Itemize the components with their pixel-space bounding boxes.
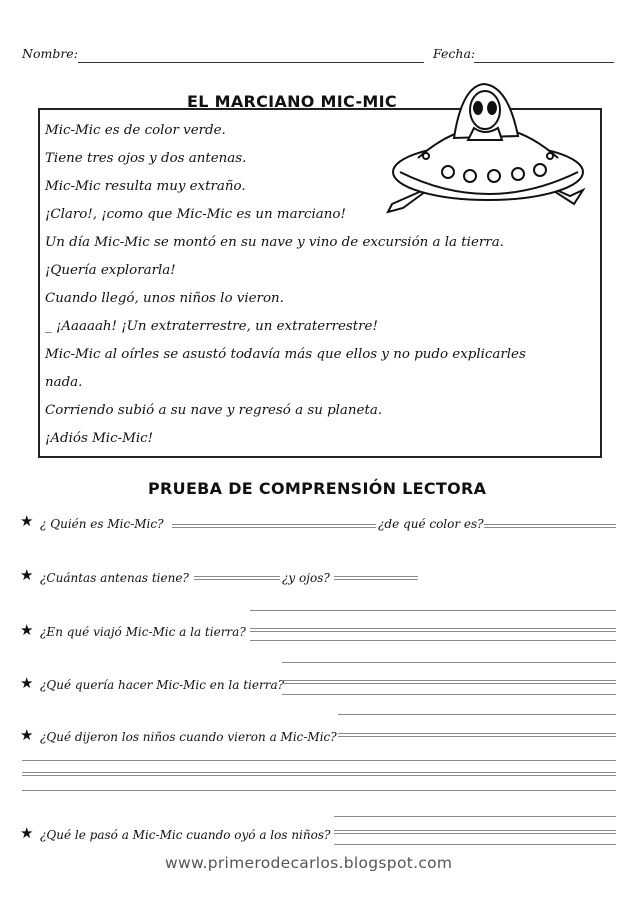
footer-url[interactable]: www.primerodecarlos.blogspot.com (165, 854, 453, 872)
name-label: Nombre: (22, 46, 78, 61)
name-field[interactable] (78, 62, 424, 63)
answer-line[interactable] (338, 714, 616, 715)
question-6: ¿Qué le pasó a Mic-Mic cuando oyó a los niños? (40, 828, 331, 842)
story-line: Mic-Mic resulta muy extraño. (45, 179, 246, 194)
star-icon: ★ (20, 674, 34, 692)
answer-line-3[interactable] (250, 628, 616, 632)
date-field[interactable] (474, 62, 614, 63)
answer-line[interactable] (250, 610, 616, 611)
answer-line-2a[interactable] (194, 576, 280, 580)
question-1a: ¿ Quién es Mic-Mic? (40, 517, 164, 531)
answer-line[interactable] (22, 790, 616, 791)
answer-line[interactable] (22, 760, 616, 761)
story-line: ¡Adiós Mic-Mic! (45, 431, 153, 446)
story-line: Corriendo subió a su nave y regresó a su planeta. (45, 403, 383, 418)
story-line: ¡Quería explorarla! (45, 263, 176, 278)
answer-line-1b[interactable] (484, 524, 616, 528)
ufo-illustration (378, 76, 600, 226)
question-5: ¿Qué dijeron los niños cuando vieron a Mic-Mic? (40, 730, 337, 744)
question-2b: ¿y ojos? (282, 571, 330, 585)
star-icon: ★ (20, 621, 34, 639)
answer-line-5[interactable] (338, 733, 616, 737)
story-line: Mic-Mic es de color verde. (45, 123, 226, 138)
question-3: ¿En qué viajó Mic-Mic a la tierra? (40, 625, 246, 639)
story-line: Tiene tres ojos y dos antenas. (45, 151, 247, 166)
story-line: nada. (45, 375, 83, 390)
story-title: EL MARCIANO MIC-MIC (187, 92, 397, 111)
answer-line-2b[interactable] (334, 576, 418, 580)
answer-line-1a[interactable] (172, 524, 376, 528)
story-line: Cuando llegó, unos niños lo vieron. (45, 291, 284, 306)
question-2a: ¿Cuántas antenas tiene? (40, 571, 189, 585)
answer-line-6[interactable] (334, 830, 616, 834)
story-line: Un día Mic-Mic se montó en su nave y vino de excursión a la tierra. (45, 235, 504, 250)
answer-line[interactable] (22, 772, 616, 776)
date-label: Fecha: (433, 46, 476, 61)
answer-line[interactable] (282, 662, 616, 663)
star-icon: ★ (20, 726, 34, 744)
question-4: ¿Qué quería hacer Mic-Mic en la tierra? (40, 678, 285, 692)
answer-line-4[interactable] (282, 680, 616, 684)
answer-line[interactable] (334, 816, 616, 817)
star-icon: ★ (20, 824, 34, 842)
story-line: ¡Claro!, ¡como que Mic-Mic es un marciano! (45, 207, 346, 222)
quiz-title: PRUEBA DE COMPRENSIÓN LECTORA (148, 479, 487, 498)
story-line: _ ¡Aaaaah! ¡Un extraterrestre, un extraterrestre! (45, 319, 378, 334)
answer-line[interactable] (334, 844, 616, 845)
question-1b: ¿de qué color es? (378, 517, 484, 531)
star-icon: ★ (20, 512, 34, 530)
star-icon: ★ (20, 566, 34, 584)
answer-line[interactable] (250, 640, 616, 641)
story-line: Mic-Mic al oírles se asustó todavía más que ellos y no pudo explicarles (45, 347, 526, 362)
answer-line[interactable] (282, 694, 616, 695)
